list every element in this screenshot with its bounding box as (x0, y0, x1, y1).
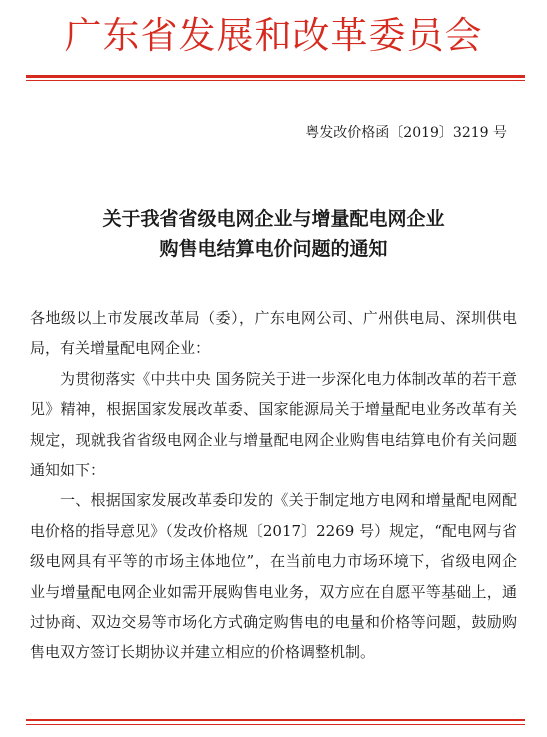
paragraph-intro: 为贯彻落实《中共中央 国务院关于进一步深化电力体制改革的若干意见》精神，根据国家发展改革委、国家能源局关于增量配电业务改革有关规定，现就我省省级电网企业与增量配电网企业购售电结算电价有关问题通知如下： (30, 369, 517, 480)
document-body (30, 303, 517, 668)
document-number: 粤发改价格函〔2019〕3219 号 (305, 125, 507, 141)
document-title (0, 204, 547, 264)
paragraph-item-1: 一、根据国家发展改革委印发的《关于制定地方电网和增量配电网配电价格的指导意见》（发改价格规〔2017〕2269 号）规定，“配电网与省级电网具有平等的市场主体地位”，在当前电力市场环境下，省级电网企业与增量配电网企业如需开展购售电业务，双方应在自愿平等基础上，通过协商、双边交易等市场化方式确定购售电的电量和价格等问题，鼓励购售电双方签订长期协议并建立相应的价格调整机制。 (30, 491, 517, 662)
header-red-rule (26, 75, 525, 78)
title-line-1: 关于我省省级电网企业与增量配电网企业 (102, 208, 445, 230)
agency-masthead: 广东省发展和改革委员会 (64, 14, 483, 57)
title-line-2: 购售电结算电价问题的通知 (159, 238, 388, 260)
footer-red-rule-thin (26, 724, 525, 725)
header-red-rule-thin (26, 80, 525, 81)
footer-red-rule (26, 719, 525, 721)
salutation: 各地级以上市发展改革局（委），广东电网公司、广州供电局、深圳供电局，有关增量配电网企业： (30, 309, 517, 358)
